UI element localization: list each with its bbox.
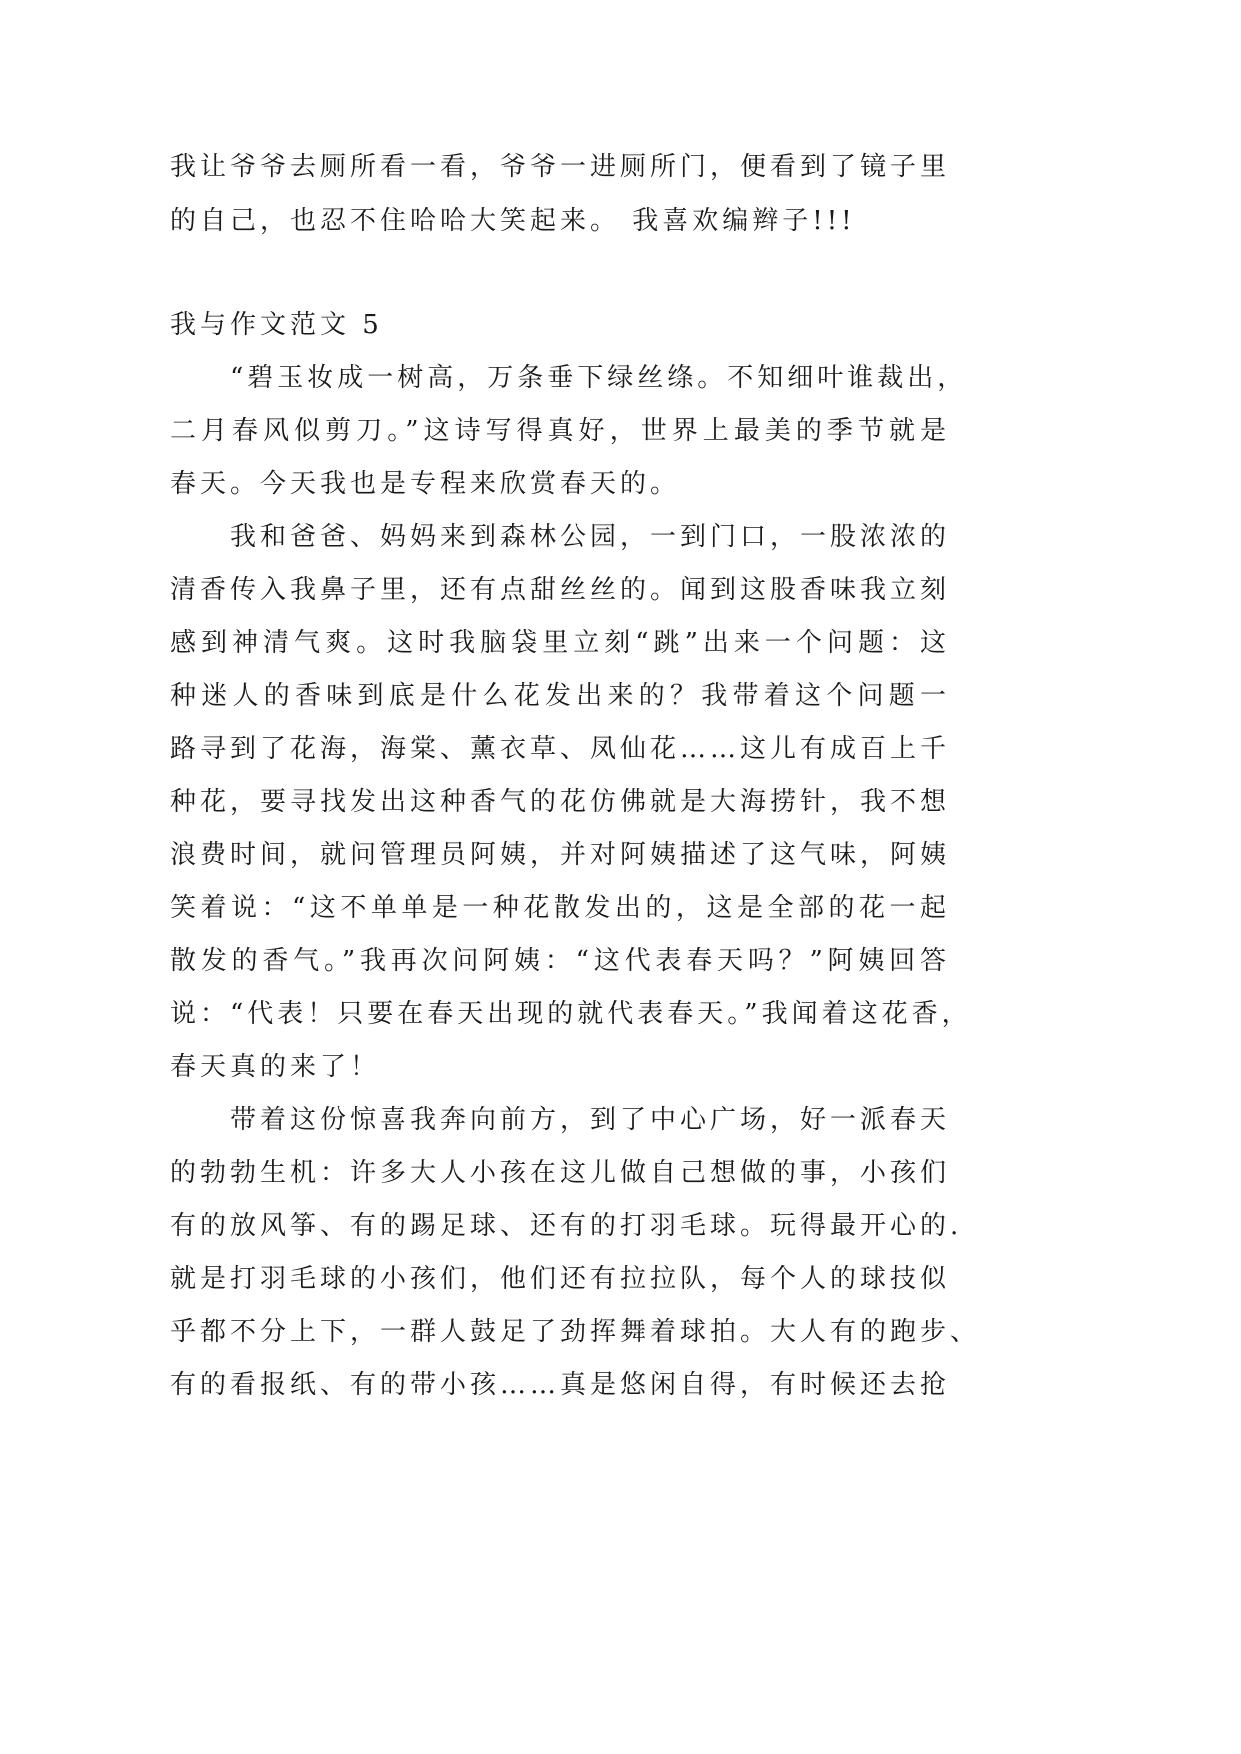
text-line: 就是打羽毛球的小孩们，他们还有拉拉队，每个人的球技似: [170, 1264, 951, 1294]
text-line: 散发的香气。”我再次问阿姨：“这代表春天吗？”阿姨回答: [170, 946, 950, 976]
section-heading: 我与作文范文 5: [170, 310, 383, 340]
text-line: 的勃勃生机：许多大人小孩在这儿做自己想做的事，小孩们: [170, 1158, 951, 1188]
text-line: 有的放风筝、有的踢足球、还有的打羽毛球。玩得最开心的.: [170, 1211, 963, 1241]
text-line: 我和爸爸、妈妈来到森林公园，一到门口，一股浓浓的: [170, 522, 951, 552]
text-line: 浪费时间，就问管理员阿姨，并对阿姨描述了这气味，阿姨: [170, 840, 951, 870]
text-line: “碧玉妆成一树高，万条垂下绿丝绦。不知细叶谁裁出，: [170, 363, 968, 393]
text-line: 二月春风似剪刀。”这诗写得真好，世界上最美的季节就是: [170, 416, 950, 446]
text-line: 我让爷爷去厕所看一看，爷爷一进厕所门，便看到了镜子里: [170, 152, 951, 182]
text-line: 乎都不分上下，一群人鼓足了劲挥舞着球拍。大人有的跑步、: [170, 1317, 981, 1347]
text-line: 春天真的来了！: [170, 1052, 381, 1082]
text-line: 种花，要寻找发出这种香气的花仿佛就是大海捞针，我不想: [170, 787, 951, 817]
text-line: 带着这份惊喜我奔向前方，到了中心广场，好一派春天: [170, 1105, 951, 1135]
text-line: 清香传入我鼻子里，还有点甜丝丝的。闻到这股香味我立刻: [170, 575, 951, 605]
text-line: 种迷人的香味到底是什么花发出来的？我带着这个问题一: [170, 681, 950, 711]
text-line: 的自己，也忍不住哈哈大笑起来。 我喜欢编辫子!!!: [170, 206, 856, 236]
text-line: 说：“代表！只要在春天出现的就代表春天。”我闻着这花香，: [170, 999, 972, 1029]
text-line: 路寻到了花海，海棠、薰衣草、凤仙花……这儿有成百上千: [170, 734, 951, 764]
text-line: 春天。今天我也是专程来欣赏春天的。: [170, 469, 681, 499]
text-line: 笑着说：“这不单单是一种花散发出的，这是全部的花一起: [170, 893, 950, 923]
text-line: 有的看报纸、有的带小孩……真是悠闲自得，有时候还去抢: [170, 1370, 951, 1400]
text-line: 感到神清气爽。这时我脑袋里立刻“跳”出来一个问题：这: [170, 628, 950, 658]
